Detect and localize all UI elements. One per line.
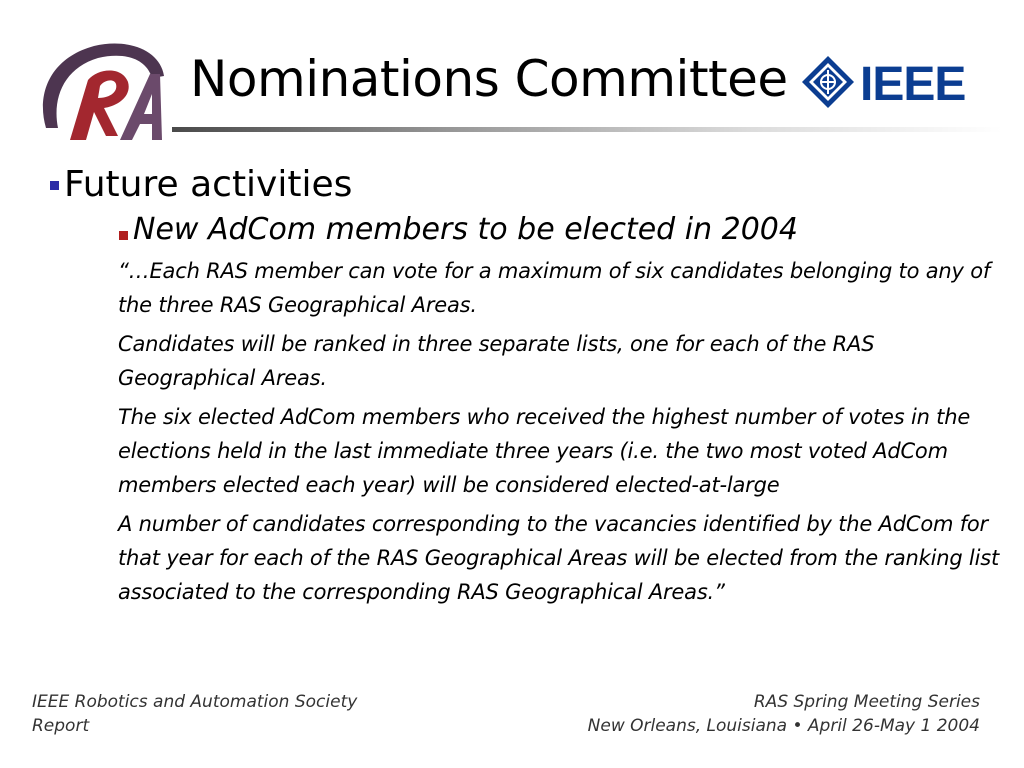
ieee-logo-text: IEEE [860,58,966,111]
level2-bullet-icon [119,231,128,240]
ras-logo-icon [36,36,170,152]
footer-right-line1: RAS Spring Meeting Series [753,692,980,712]
footer-left [32,690,357,738]
quote-paragraph: A number of candidates corresponding to the vacancies identified by the AdCom for that year for each of the RAS Geographical Areas will be elected from the ranking list associated to the corresponding RAS Geographical Areas.” [118,512,999,604]
level1-bullet-text: Future activities [64,164,353,205]
footer-right [588,690,980,738]
footer-right-line2: New Orleans, Louisiana • April 26-May 1 2004 [587,716,980,736]
quote-body [118,254,1008,614]
quote-paragraph: Candidates will be ranked in three separate lists, one for each of the RAS Geographical Areas. [118,332,875,390]
level2-bullet-text: New AdCom members to be elected in 2004 [133,212,798,247]
quote-paragraph: The six elected AdCom members who received the highest number of votes in the elections held in the last immediate three years (i.e. the two most voted AdCom members elected each year) will be considered elected-at-large [118,405,971,497]
title-divider [172,127,1002,132]
ieee-logo [800,52,994,116]
footer-left-line1: IEEE Robotics and Automation Society [32,692,358,712]
ieee-diamond-icon [802,56,854,108]
slide-title: Nominations Committee [190,50,788,108]
quote-paragraph: “…Each RAS member can vote for a maximum of six candidates belonging to any of the three RAS Geographical Areas. [118,259,991,317]
footer-left-line2: Report [32,716,90,736]
level1-bullet-icon [50,181,59,190]
